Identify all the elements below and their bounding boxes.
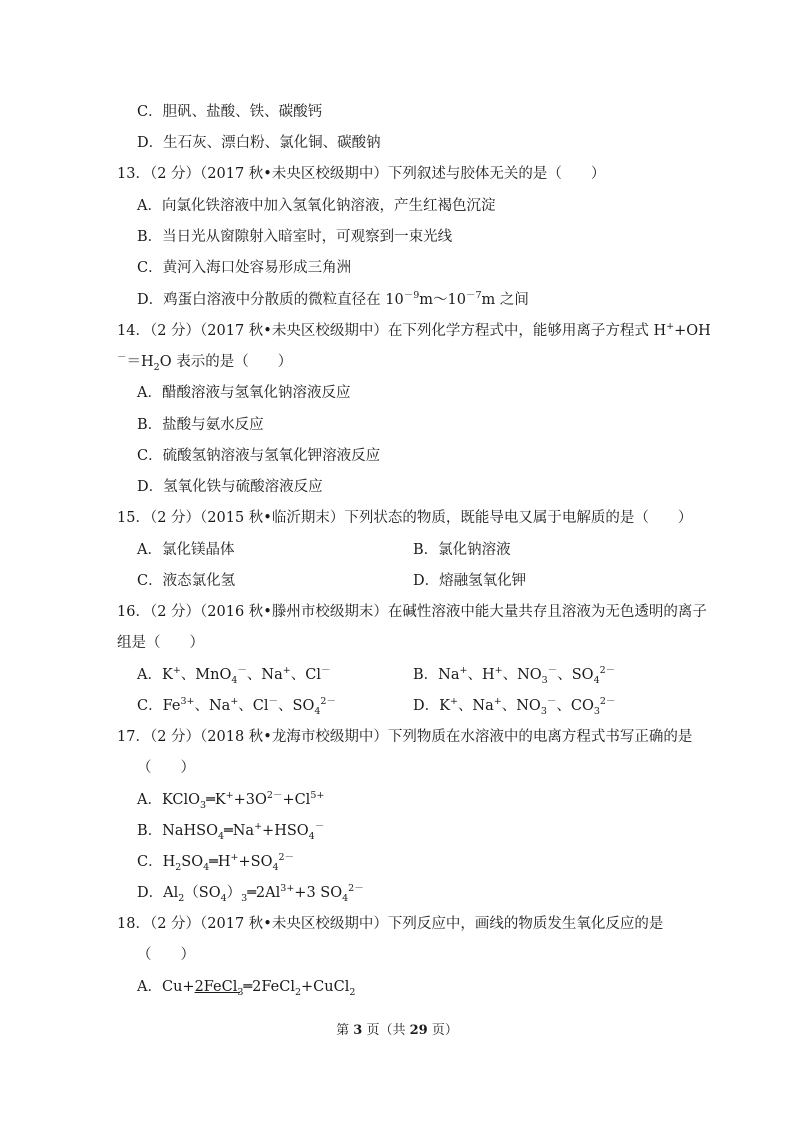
q16-option-d: D．K+、Na+、$NO_3^-$、$CO_3^{2-}$ [413, 696, 616, 717]
page-footer: 第 3 页（共 29 页） [336, 1023, 458, 1038]
q15-option-b: B．氯化钠溶液 [413, 542, 511, 558]
q14-stem: 14．（2 分）（2017 秋•未央区校级期中）在下列化学方程式中，能够用离子方程式 H++OH [117, 321, 711, 339]
q17-stem: 17．（2 分）（2018 秋•龙海市校级期中）下列物质在水溶液中的电离方程式书写正确的是 [117, 729, 693, 745]
q17-option-c: C．$H_2SO_4═H^++SO_4^{2-}$ [137, 852, 295, 873]
q13-option-b: B．当日光从窗隙射入暗室时，可观察到一束光线 [137, 229, 453, 245]
q16-option-c: C．$Fe^{3+}$、Na+、Cl－、$SO_4^{2-}$ [137, 696, 336, 717]
q12-option-c: C．胆矾、盐酸、铁、碳酸钙 [137, 104, 323, 120]
q13-option-a: A．向氯化铁溶液中加入氢氧化钠溶液，产生红褐色沉淀 [137, 198, 496, 214]
underlined-substance: 2FeCl$_3$ [194, 979, 244, 998]
q13-option-d: D．鸡蛋白溶液中分散质的微粒直径在 $10^{-9}m\sim 10^{-7}m$ 之间 [137, 290, 529, 308]
q18-stem: 18．（2 分）（2017 秋•未央区校级期中）下列反应中，画线的物质发生氧化反应的是 [117, 916, 664, 932]
q15-option-d: D．熔融氢氧化钾 [413, 573, 527, 589]
q13-stem: 13．（2 分）（2017 秋•未央区校级期中）下列叙述与胶体无关的是（ ） [117, 166, 606, 182]
page-number: 3 [353, 1023, 363, 1038]
q14-stem-continued: $^-=H_2O$ 表示的是（ ） [117, 352, 293, 373]
q15-stem: 15．（2 分）（2015 秋•临沂期末）下列状态的物质，既能导电又属于电解质的是（ ） [117, 510, 693, 526]
total-pages: 29 [409, 1023, 428, 1038]
q17-stem-continued: （ ） [137, 760, 195, 776]
q14-option-c: C．硫酸氢钠溶液与氢氧化钾溶液反应 [137, 448, 381, 464]
q15-option-a: A．氯化镁晶体 [137, 542, 235, 558]
q12-option-d: D．生石灰、漂白粉、氯化铜、碳酸钠 [137, 135, 381, 151]
q17-option-b: B．$NaHSO_4═Na^++HSO_4^-$ [137, 821, 325, 842]
q14-option-b: B．盐酸与氨水反应 [137, 417, 264, 433]
q16-option-a: A．K+、MnO$_4$－、Na+、Cl－ [137, 665, 331, 686]
q16-stem-continued: 组是（ ） [117, 635, 204, 651]
q13-option-c: C．黄河入海口处容易形成三角洲 [137, 260, 352, 276]
q15-option-c: C．液态氯化氢 [137, 573, 236, 589]
q17-option-d: D．$Al_2(SO_4)_3═2Al^{3+}+3$ $SO_4^{2-}$ [137, 883, 364, 904]
q17-option-a: A．$KClO_3═K^++3O^{2-}+Cl^{5+}$ [137, 790, 325, 811]
q14-option-d: D．氢氧化铁与硫酸溶液反应 [137, 479, 323, 495]
q14-option-a: A．醋酸溶液与氢氧化钠溶液反应 [137, 385, 351, 401]
q18-option-a: A．Cu+2FeCl$_3$═2FeCl$_2$+CuCl$_2$ [137, 979, 356, 998]
q16-option-b: B．Na+、H+、$NO_3^-$、$SO_4^{2-}$ [413, 665, 616, 686]
q16-stem: 16．（2 分）（2016 秋•滕州市校级期末）在碱性溶液中能大量共存且溶液为无色透明的离子 [117, 604, 707, 620]
q18-stem-continued: （ ） [137, 947, 195, 963]
